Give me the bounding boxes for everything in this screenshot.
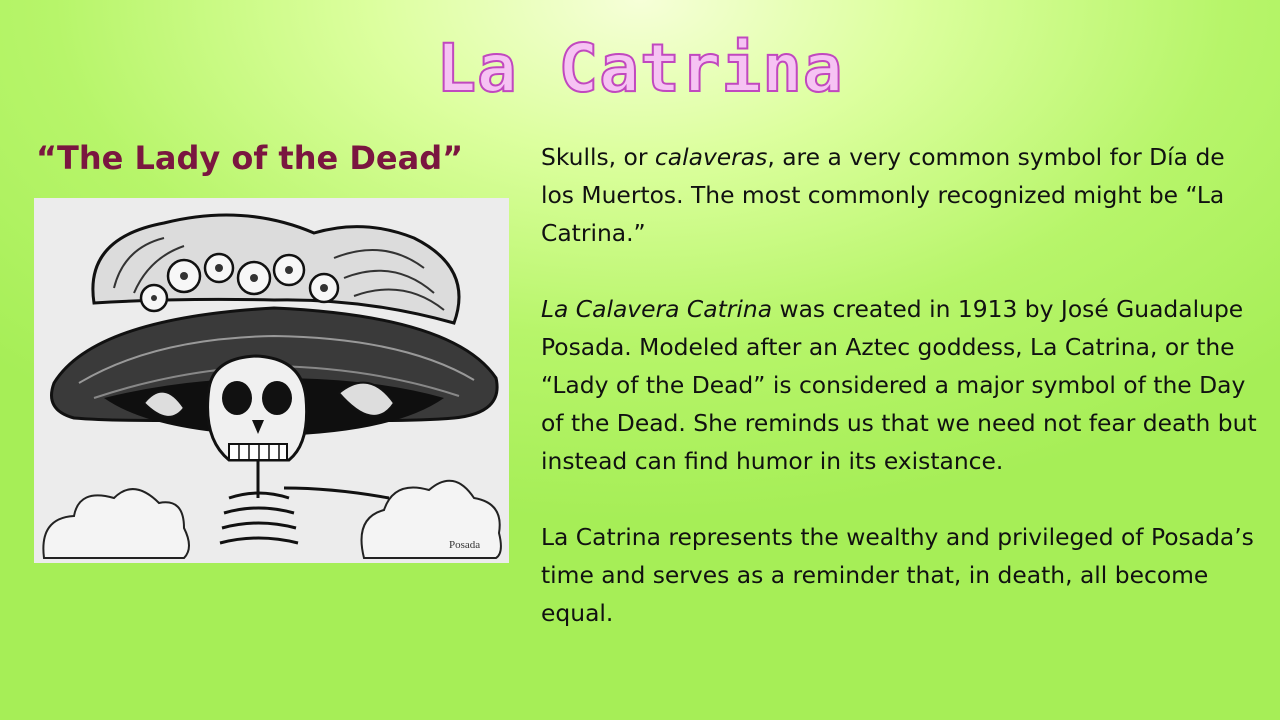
slide-title: La Catrina (436, 30, 844, 107)
paragraph-2: La Calavera Catrina was created in 1913 by José Guadalupe Posada. Modeled after an Aztec goddess, La Catrina, or the “Lady of the Dead” is considered a major symbol of the Day of the Dead. She reminds us that we need not fear death but instead can find humor in its existance. (541, 295, 1257, 475)
slide-subtitle: “The Lady of the Dead” (36, 139, 464, 177)
la-catrina-engraving-icon (34, 198, 509, 563)
artwork-signature: Posada (449, 539, 481, 551)
calaveras-term: calaveras (654, 143, 768, 171)
paragraph-1: Skulls, or calaveras, are a very common symbol for Día de los Muertos. The most commonly recognized might be “La Catrina.” (541, 143, 1225, 247)
la-catrina-artwork (34, 198, 509, 563)
calavera-catrina-term: La Calavera Catrina (541, 295, 773, 323)
paragraph-3: La Catrina represents the wealthy and privileged of Posada’s time and serves as a reminder that, in death, all become equal. (541, 523, 1254, 627)
body-text (541, 138, 1261, 632)
